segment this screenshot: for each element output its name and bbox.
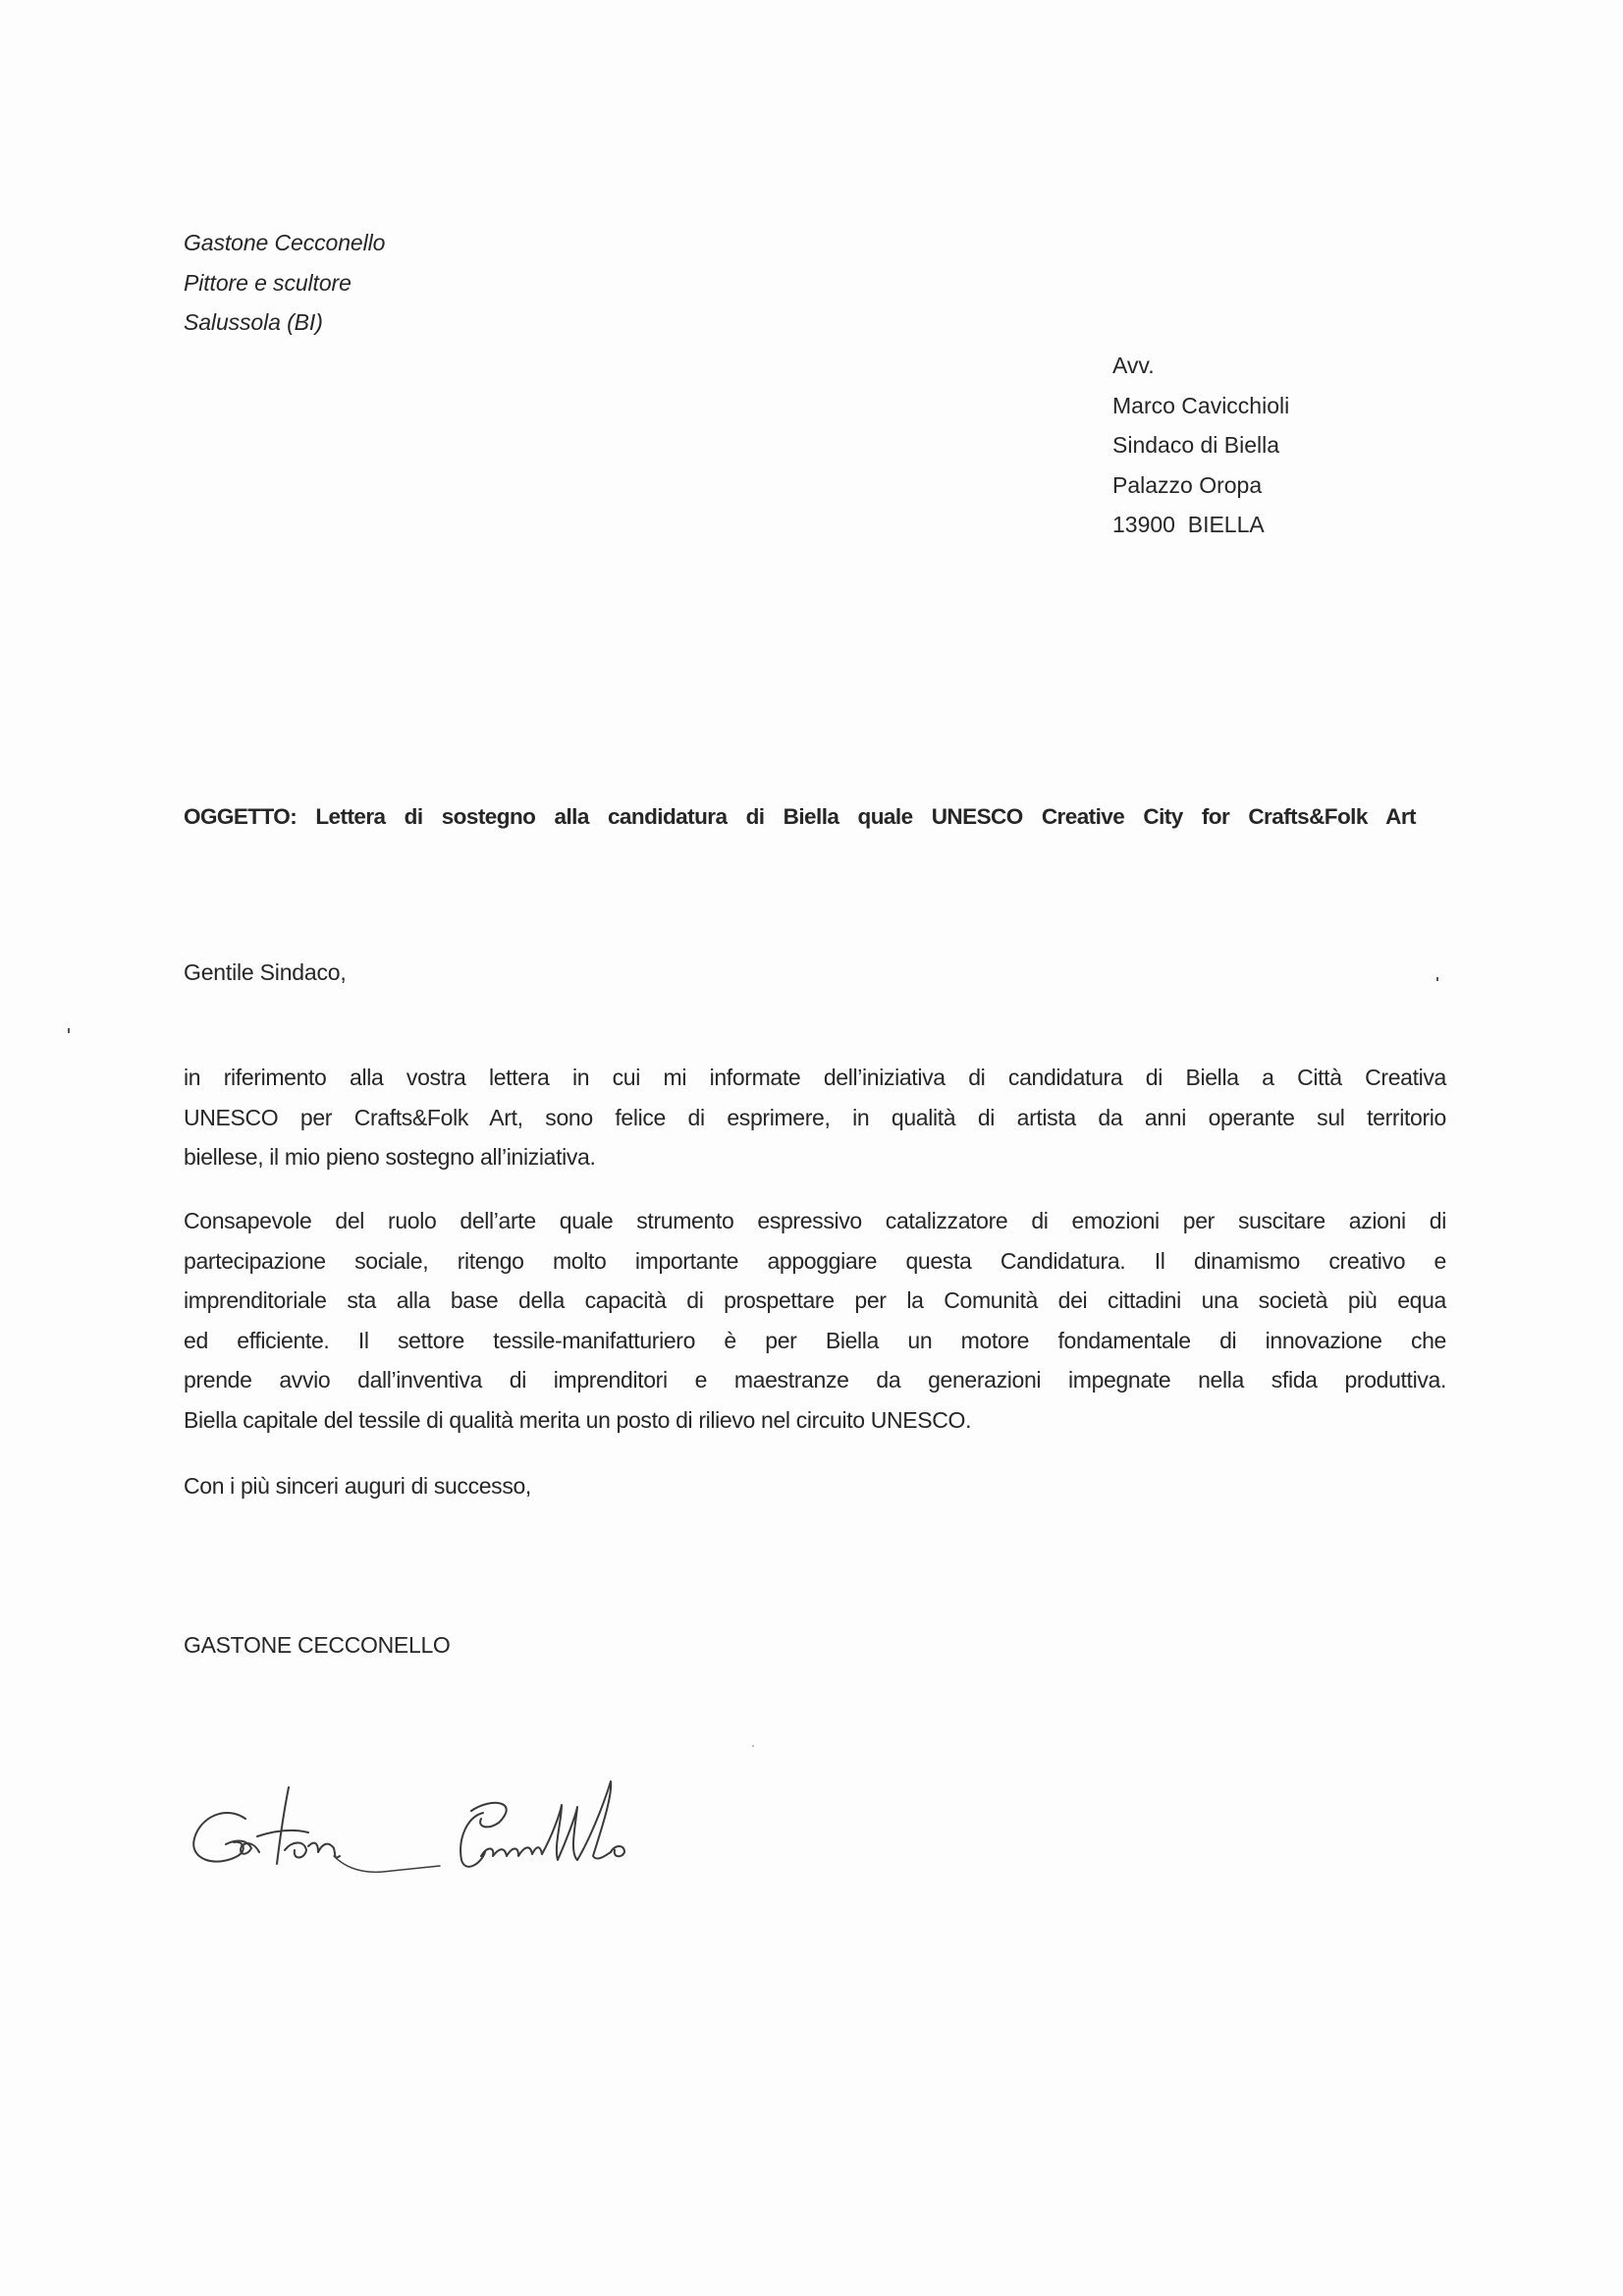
signature-stroke (285, 1843, 306, 1858)
scan-speck (752, 1745, 754, 1747)
paragraph-line: in riferimento alla vostra lettera in cui mi informate dell’iniziativa di candidatura di Biella a Città Creativa (184, 1065, 1446, 1090)
signature-stroke (277, 1787, 289, 1864)
greeting: Gentile Sindaco, (184, 959, 347, 985)
sender-location: Salussola (BI) (184, 309, 323, 335)
signature-stroke (481, 1847, 542, 1856)
recipient-name: Marco Cavicchioli (1112, 392, 1290, 418)
signature-stroke (460, 1813, 485, 1867)
paragraph-line: UNESCO per Crafts&Folk Art, sono felice di esprimere, in qualità di artista da anni operante sul territorio (184, 1104, 1446, 1130)
body-paragraph-2 (184, 1201, 1446, 1440)
paragraph-line: ed efficiente. Il settore tessile-manifatturiero è per Biella un motore fondamentale di innovazione che (184, 1327, 1446, 1353)
scan-speck (68, 1028, 70, 1033)
signature-stroke (334, 1856, 440, 1872)
signatory-block (184, 1625, 451, 1666)
scan-speck (1436, 977, 1438, 981)
recipient-address: Palazzo Oropa (1112, 471, 1263, 498)
signature-stroke (193, 1813, 245, 1862)
greeting-block (184, 953, 347, 993)
signature-stroke (542, 1805, 577, 1860)
paragraph-line: Biella capitale del tessile di qualità merita un posto di rilievo nel circuito UNESCO. (184, 1406, 972, 1433)
paragraph-line: prende avvio dall’inventiva di imprenditori e maestranze da generazioni impegnate nella sfida produttiva. (184, 1367, 1446, 1393)
signature-stroke (577, 1781, 611, 1860)
sender-block (184, 223, 385, 343)
paragraph-line: Consapevole del ruolo dell’arte quale strumento espressivo catalizzatore di emozioni per suscitare azioni di (184, 1208, 1446, 1233)
closing-line: Con i più sinceri auguri di successo, (184, 1473, 531, 1499)
sender-profession: Pittore e scultore (184, 269, 352, 296)
paragraph-line: imprenditoriale sta alla base della capacità di prospettare per la Comunità dei cittadini una società più equa (184, 1287, 1446, 1313)
recipient-role: Sindaco di Biella (1112, 432, 1280, 458)
paragraph-line: biellese, il mio pieno sostegno all’iniziativa. (184, 1144, 596, 1170)
paragraph-line: partecipazione sociale, ritengo molto importante appoggiare questa Candidatura. Il dinamismo creativo e (184, 1247, 1446, 1274)
recipient-title: Avv. (1112, 353, 1155, 378)
recipient-city: 13900 BIELLA (1112, 512, 1265, 537)
signature-stroke (257, 1831, 308, 1836)
subject-block (184, 797, 1416, 838)
subject-line: OGGETTO: Lettera di sostegno alla candidatura di Biella quale UNESCO Creative City for Crafts&Folk Art (184, 804, 1416, 829)
body-paragraph-1 (184, 1058, 1446, 1177)
closing-block (184, 1466, 531, 1506)
signature-stroke (611, 1846, 624, 1856)
handwritten-signature-icon (187, 1758, 697, 1886)
recipient-block (1112, 346, 1289, 545)
signature-stroke (308, 1843, 340, 1858)
sender-name: Gastone Cecconello (184, 230, 386, 255)
signatory-name: GASTONE CECCONELLO (184, 1632, 451, 1658)
